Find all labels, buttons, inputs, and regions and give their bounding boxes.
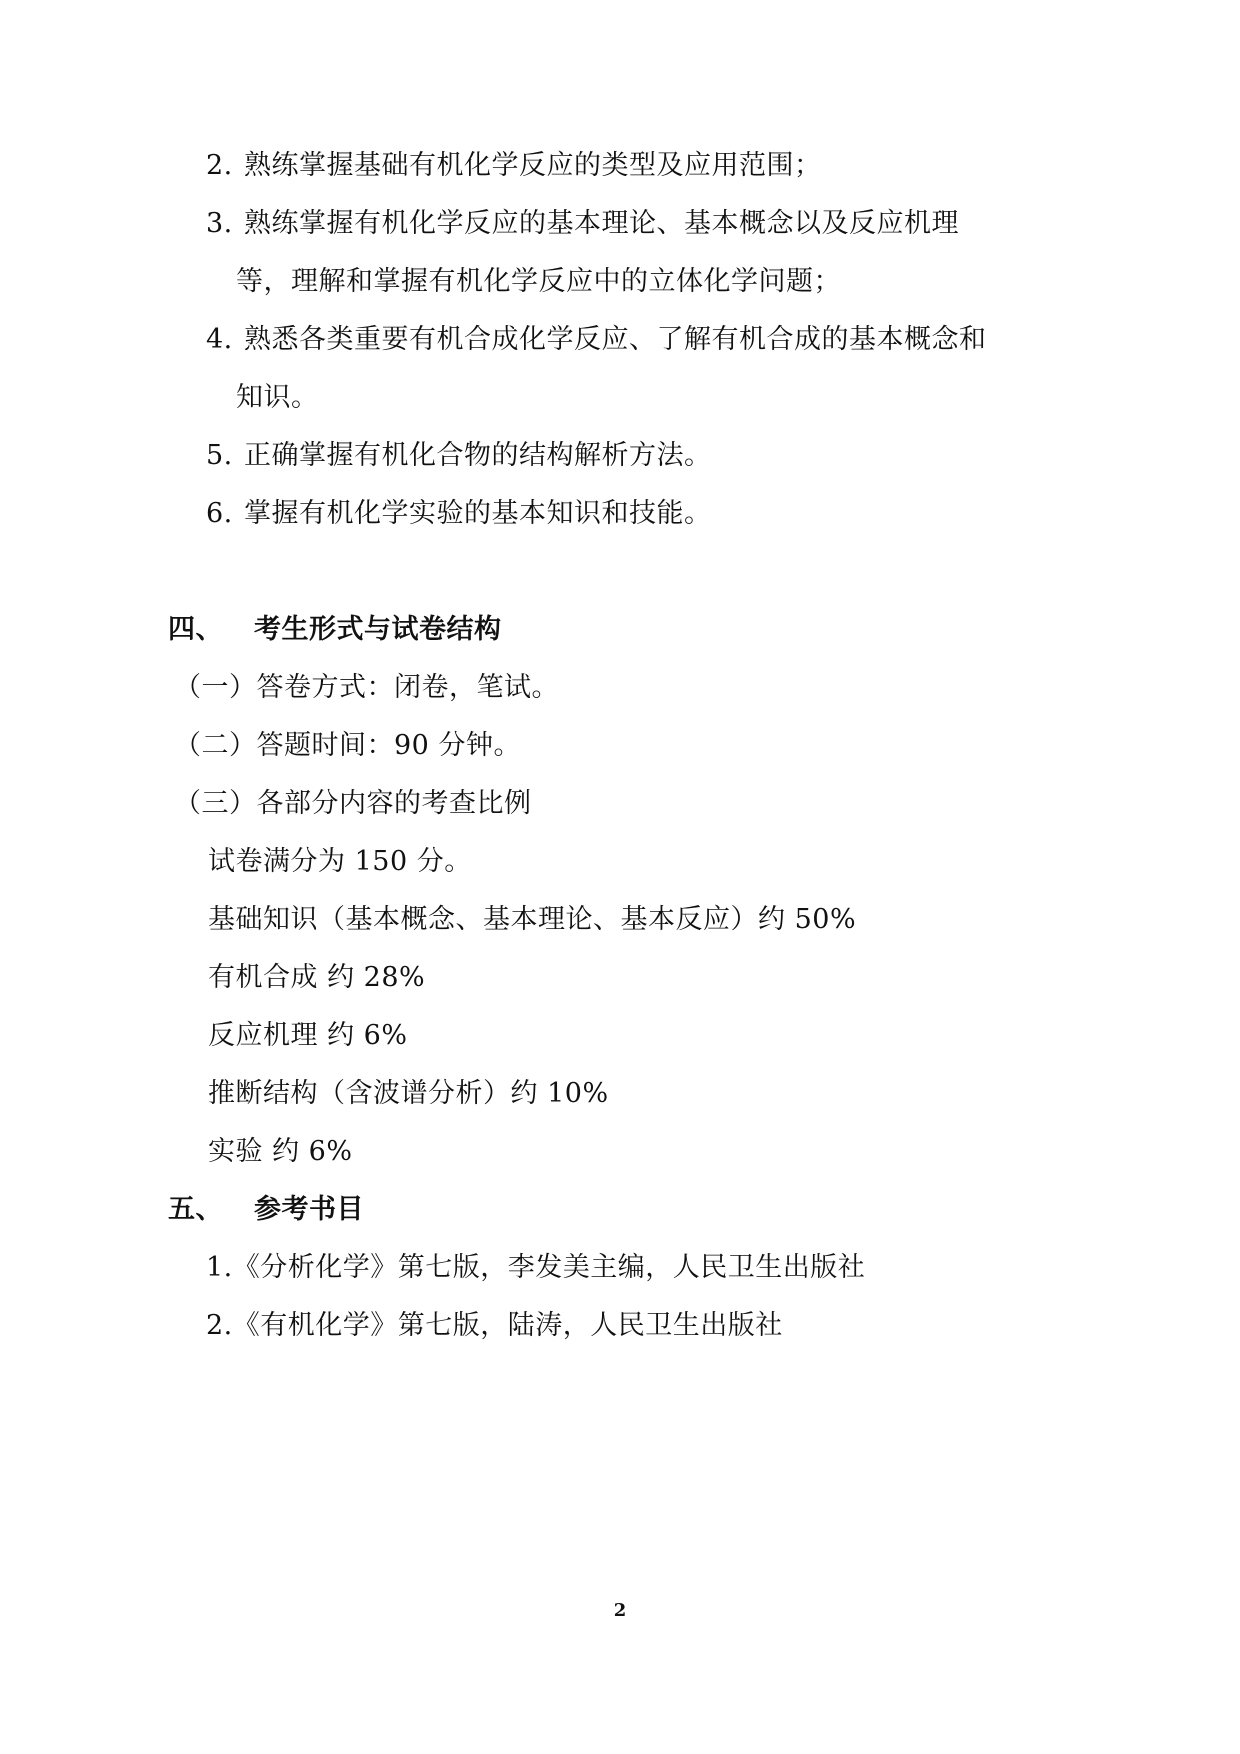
objective-item-5 bbox=[206, 438, 712, 474]
subsection-label: （三） bbox=[174, 788, 257, 819]
objective-item-2 bbox=[206, 148, 822, 184]
section-title: 参考书目 bbox=[254, 1194, 364, 1225]
section-title: 考生形式与试卷结构 bbox=[254, 614, 502, 645]
objective-item-6 bbox=[206, 496, 712, 532]
item-text: 掌握有机化学实验的基本知识和技能。 bbox=[244, 498, 712, 529]
objective-item-4 bbox=[206, 322, 987, 358]
objective-item-3-continuation: 等，理解和掌握有机化学反应中的立体化学问题； bbox=[236, 266, 841, 297]
item-number: 3. bbox=[206, 208, 233, 239]
page-number: 2 bbox=[613, 1600, 627, 1621]
proportion-structure-inference: 推断结构（含波谱分析）约 10% bbox=[208, 1078, 609, 1109]
item-text: 熟练掌握有机化学反应的基本理论、基本概念以及反应机理 bbox=[244, 208, 959, 239]
item-number: 2. bbox=[206, 150, 233, 181]
section-number: 四、 bbox=[168, 614, 223, 645]
item-text: 熟悉各类重要有机合成化学反应、了解有机合成的基本概念和 bbox=[244, 324, 987, 355]
proportion-reaction-mechanism: 反应机理 约 6% bbox=[208, 1020, 408, 1051]
objective-item-3 bbox=[206, 206, 959, 242]
subsection-label: （二） bbox=[174, 730, 257, 761]
subsection-3 bbox=[174, 786, 532, 822]
reference-book-2: 2.《有机化学》第七版，陆涛，人民卫生出版社 bbox=[206, 1310, 783, 1341]
subsection-text: 答题时间：90 分钟。 bbox=[256, 730, 521, 761]
section-number: 五、 bbox=[168, 1194, 223, 1225]
subsection-1 bbox=[174, 670, 559, 706]
item-number: 5. bbox=[206, 440, 233, 471]
proportion-basic-knowledge: 基础知识（基本概念、基本理论、基本反应）约 50% bbox=[208, 904, 857, 935]
item-text: 正确掌握有机化合物的结构解析方法。 bbox=[244, 440, 712, 471]
item-number: 4. bbox=[206, 324, 233, 355]
item-number: 6. bbox=[206, 498, 233, 529]
objective-item-4-continuation: 知识。 bbox=[236, 382, 319, 413]
section-5-heading bbox=[168, 1192, 364, 1228]
proportion-experiment: 实验 约 6% bbox=[208, 1136, 353, 1167]
item-text: 熟练掌握基础有机化学反应的类型及应用范围； bbox=[244, 150, 822, 181]
section-4-heading bbox=[168, 612, 502, 648]
subsection-text: 各部分内容的考查比例 bbox=[256, 788, 532, 819]
full-score-text: 试卷满分为 150 分。 bbox=[208, 846, 472, 877]
subsection-label: （一） bbox=[174, 672, 257, 703]
reference-book-1: 1.《分析化学》第七版，李发美主编，人民卫生出版社 bbox=[206, 1252, 866, 1283]
subsection-text: 答卷方式：闭卷，笔试。 bbox=[256, 672, 559, 703]
proportion-organic-synthesis: 有机合成 约 28% bbox=[208, 962, 426, 993]
subsection-2 bbox=[174, 728, 521, 764]
